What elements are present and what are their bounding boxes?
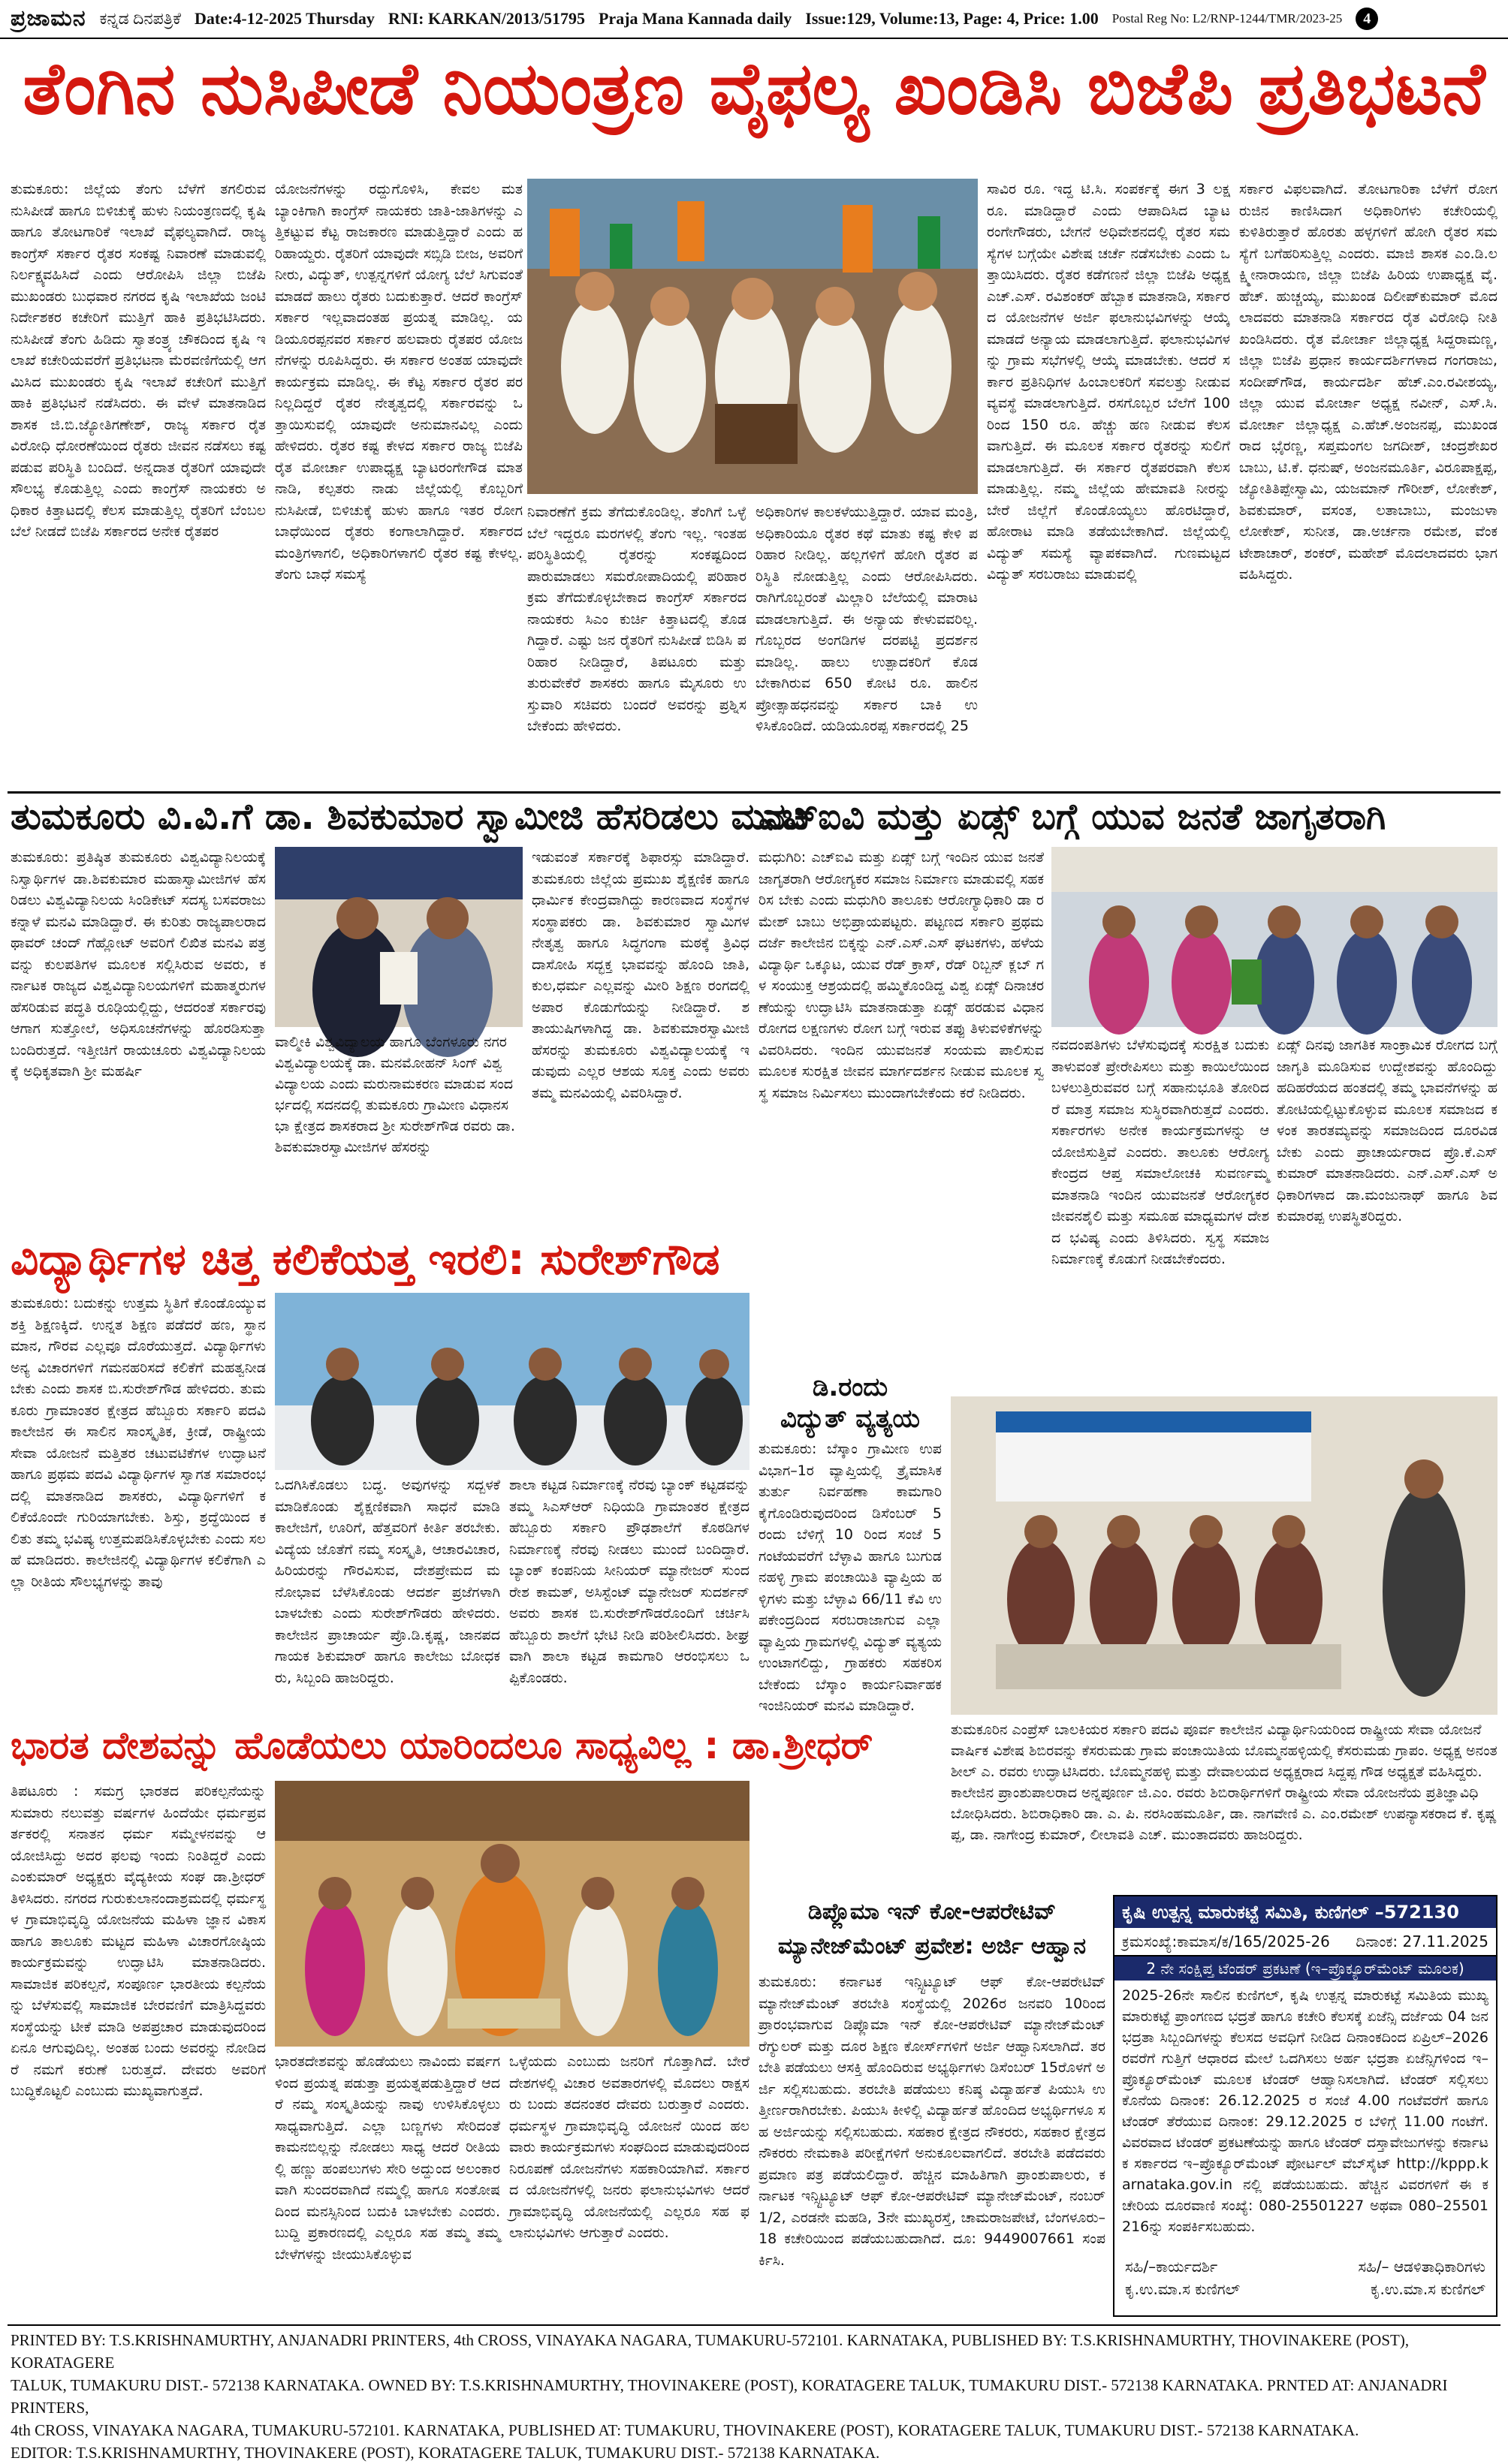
story4-col1: ತುಮಕೂರು: ಬದುಕನ್ನು ಉತ್ತಮ ಸ್ಥಿತಿಗೆ ಕೊಂಡೊಯ್ಯುವ ಶಕ್ತಿ ಶಿಕ್ಷಣಕ್ಕಿದೆ. ಉನ್ನತ ಶಿಕ್ಷಣ ಪಡೆದರೆ ಹಣ, ಸ್ಥಾನಮಾನ, ಗೌರವ ಎಲ್ಲವೂ ದೊರೆಯುತ್ತದೆ. ವಿದ್ಯಾರ್ಥಿಗಳು ಅನ್ಯ ವಿಚಾರಗಳಿಗೆ ಗಮನಹರಿಸದೆ ಕಲಿಕೆಗೆ ಮಹತ್ವನೀಡಬೇಕು ಎಂದು ಶಾಸಕ ಬಿ.ಸುರೇಶ್‌ಗೌಡ ಹೇಳಿದರು. ತುಮಕೂರು ಗ್ರಾಮಾಂತರ ಕ್ಷೇತ್ರದ ಹೆಬ್ಬೂರು ಸರ್ಕಾರಿ ಪದವಿ ಕಾಲೇಜಿನ ಈ ಸಾಲಿನ ಸಾಂಸ್ಕೃತಿಕ, ಕ್ರೀಡೆ, ರಾಷ್ಟ್ರೀಯ ಸೇವಾ ಯೋಜನೆ ಮತ್ತಿತರ ಚಟುವಟಿಕೆಗಳ ಉದ್ಘಾಟನೆ ಹಾಗೂ ಪ್ರಥಮ ಪದವಿ ವಿದ್ಯಾರ್ಥಿಗಳ ಸ್ವಾಗತ ಸಮಾರಂಭದಲ್ಲಿ ಮಾತನಾಡಿದ ಶಾಸಕರು, ವಿದ್ಯಾರ್ಥಿಗಳಿಗೆ ಕಲಿಕೆಯೊಂದೇ ಗುರಿಯಾಗಬೇಕು. ಶಿಸ್ತು, ಶ್ರದ್ಧೆಯಿಂದ ಕಲಿತು ತಮ್ಮ ಭವಿಷ್ಯ ಉತ್ತಮಪಡಿಸಿಕೊಳ್ಳಬೇಕು ಎಂದು ಸಲಹೆ ಮಾಡಿದರು. ಕಾಲೇಜಿನಲ್ಲಿ ವಿದ್ಯಾರ್ಥಿಗಳ ಕಲಿಕೆಗಾಗಿ ಎಲ್ಲಾ ರೀತಿಯ ಸೌಲಭ್ಯಗಳನ್ನು ತಾವು xyxy=(11,1295,266,1590)
imprint-line-4: EDITOR: T.S.KRISHNAMURTHY, THOVINAKERE (POST), KORATAGERE TALUK, TUMAKURU DIST.- 572138 KARNATAKA. xyxy=(11,2444,880,2462)
tender-notice xyxy=(1113,1895,1497,2317)
issue-date: Date:4-12-2025 Thursday xyxy=(195,9,375,28)
tender-title: ಕೃಷಿ ಉತ್ಪನ್ನ ಮಾರುಕಟ್ಟೆ ಸಮಿತಿ, ಕುಣಿಗಲ್ –572130 xyxy=(1114,1896,1496,1928)
story4-headline: ವಿದ್ಯಾರ್ಥಿಗಳ ಚಿತ್ತ ಕಲಿಕೆಯತ್ತ ಇರಲಿ: ಸುರೇಶ್‌ಗೌಡ xyxy=(11,1234,720,1285)
story2-col3: ಇಡುವಂತೆ ಸರ್ಕಾರಕ್ಕೆ ಶಿಫಾರಸ್ಸು ಮಾಡಿದ್ದಾರೆ. ತುಮಕೂರು ಜಿಲ್ಲೆಯ ಪ್ರಮುಖ ಶೈಕ್ಷಣಿಕ ಹಾಗೂ ಧಾರ್ಮಿಕ ಕೇಂದ್ರವಾಗಿದ್ದು ಕಾರಣವಾದ ಸಂಸ್ಥೆಗಳ ಸಂಸ್ಥಾಪಕರು ಡಾ. ಶಿವಕುಮಾರ ಸ್ವಾಮಿಗಳ ನೇತೃತ್ವ ಹಾಗೂ ಸಿದ್ಧಗಂಗಾ ಮಠಕ್ಕೆ ತ್ರಿವಿಧ ದಾಸೋಹಿ ಸದ್ಭಕ್ತ ಭಾವವನ್ನು ಹೊಂದಿ ಜಾತಿ, ಕುಲ,ಧರ್ಮ ಎಲ್ಲವನ್ನು ಮೀರಿ ಶಿಕ್ಷಣ ರಂಗದಲ್ಲಿ ಅಪಾರ ಕೊಡುಗೆಯನ್ನು ನೀಡಿದ್ದಾರೆ. ಶತಾಯುಷಿಗಳಾಗಿದ್ದ ಡಾ. ಶಿವಕುಮಾರಸ್ವಾಮೀಜಿ ಹೆಸರನ್ನು ತುಮಕೂರು ವಿಶ್ವವಿದ್ಯಾಲಯಕ್ಕೆ ಇಡುವುದು ಎಲ್ಲರ ಆಶಯ ಸೂಕ್ತ ಎಂದು ಅವರು ತಮ್ಮ ಮನವಿಯಲ್ಲಿ ವಿವರಿಸಿದ್ದಾರೆ. xyxy=(532,849,749,1101)
tender-signature-row2 xyxy=(1114,2278,1496,2300)
nss-camp-photo xyxy=(951,1396,1497,1715)
postal-reg: Postal Reg No: L2/RNP-1244/TMR/2023-25 xyxy=(1111,11,1343,26)
main-headline: ತೆಂಗಿನ ನುಸಿಪೀಡೆ ನಿಯಂತ್ರಣ ವೈಫಲ್ಯ ಖಂಡಿಸಿ ಬಿಜೆಪಿ ಪ್ರತಿಭಟನೆ xyxy=(23,47,1485,131)
story3-headline: ಎಚ್‌ಐವಿ ಮತ್ತು ಏಡ್ಸ್ ಬಗ್ಗೆ ಯುವ ಜನತೆ ಜಾಗೃತರಾಗಿ xyxy=(759,796,1386,838)
story7-col2: ಭಾರತದೇಶವನ್ನು ಹೊಡೆಯಲು ನಾವಿಂದು ವರ್ಷಗಳಿಂದ ಪ್ರಯತ್ನ ಪಡುತ್ತಾ ಪ್ರಯತ್ನಪಡುತ್ತಿದ್ದಾರೆ ಆದರೆ ನಮ್ಮ ಸಂಸ್ಕೃತಿಯನ್ನು ನಾವು ಉಳಿಸಿಕೊಳ್ಳಲು ಸಾಧ್ಯವಾಗುತ್ತಿದೆ. ಎಲ್ಲಾ ಬಣ್ಣಗಳು ಸೇರಿದಂತೆ ಕಾಮನಬಿಲ್ಲನ್ನು ನೋಡಲು ಸಾಧ್ಯ ಆದರೆ ರೀತಿಯಲ್ಲಿ ಹಣ್ಣು ಹಂಪಲುಗಳು ಸೇರಿ ಅದ್ದುಂದ ಅಲಂಕಾರವಾಗಿ ಸುಂದರವಾಗಿದೆ ನಮ್ಮಲ್ಲಿ ಹಾಗೂ ಸಂತೋಷದಿಂದ ಮನಸ್ಸಿನಿಂದ ಬದುಕಿ ಬಾಳಬೇಕು ಎಂದರು. ಬುದ್ದಿ ಪ್ರಕಾರಣದಲ್ಲಿ ಎಲ್ಲರೂ ಸಹ ತಮ್ಮ ತಮ್ಮ ಬೇಳೆಗಳನ್ನು ಜೀಯುಸಿಕೊಳ್ಳುವ xyxy=(275,2053,500,2263)
tender-sign-right: ಸಹಿ/– ಆಡಳಿತಾಧಿಕಾರಿಗಳು xyxy=(1358,2258,1485,2276)
story3-col2: ನವದಂಪತಿಗಳು ಬೆಳೆಸುವುದಕ್ಕೆ ಸುರಕ್ಷಿತ ಬದುಕು ತಾಳುವಂತೆ ಪ್ರೇರೇಪಿಸಲು ಮತ್ತು ಕಾಯಿಲೆಯಿಂದ ಬಳಲುತ್ತಿರುವವರ ಬಗ್ಗೆ ಸಹಾನುಭೂತಿ ತೋರಿದರೆ ಮಾತ್ರ ಸಮಾಜ ಸುಸ್ಥಿರವಾಗಿರುತ್ತದೆ ಎಂದರು. ಸರ್ಕಾರಗಳು ಅನೇಕ ಕಾರ್ಯಕ್ರಮಗಳನ್ನು ಆಯೋಜಿಸುತ್ತಿವೆ ಎಂದರು. ತಾಲೂಕು ಆರೋಗ್ಯ ಕೇಂದ್ರದ ಆಪ್ತ ಸಮಾಲೋಚಕಿ ಸುವರ್ಣಮ್ಮ ಮಾತನಾಡಿ ಇಂದಿನ ಯುವಜನತೆ ಆರೋಗ್ಯಕರ ಜೀವನಶೈಲಿ ಮತ್ತು ಸಮೂಹ ಮಾಧ್ಯಮಗಳ ದೇಶದ ಭವಿಷ್ಯ ಎಂದು ತಿಳಿಸಿದರು. ಸ್ವಸ್ಥ ಸಮಾಜ ನಿರ್ಮಾಣಕ್ಕೆ ಕೊಡುಗೆ ನೀಡಬೇಕೆಂದರು. xyxy=(1051,1037,1269,1267)
newspaper-logo: ಪ್ರಜಾಮನ xyxy=(11,6,86,31)
story1-col1: ತುಮಕೂರು: ಜಿಲ್ಲೆಯ ತೆಂಗು ಬೆಳೆಗೆ ತಗಲಿರುವ ನುಸಿಪೀಡೆ ಹಾಗೂ ಬಿಳಿಚುಕ್ಕೆ ಹುಳು ನಿಯಂತ್ರಣದಲ್ಲಿ ಕೃಷಿ ಹಾಗೂ ತೋಟಗಾರಿಕೆ ಇಲಾಖೆ ವೈಫಲ್ಯವಾಗಿದೆ. ರಾಜ್ಯ ಕಾಂಗ್ರೆಸ್ ಸರ್ಕಾರ ರೈತರ ಸಂಕಷ್ಟ ನಿವಾರಣೆ ಮಾಡುವಲ್ಲಿ ನಿರ್ಲಕ್ಷ್ಯವಹಿಸಿದೆ ಎಂದು ಆರೋಪಿಸಿ ಜಿಲ್ಲಾ ಬಿಜೆಪಿ ಮುಖಂಡರು ಬುಧವಾರ ನಗರದ ಕೃಷಿ ಇಲಾಖೆಯ ಜಂಟಿ ನಿರ್ದೇಶಕರ ಕಚೇರಿಗೆ ಮುತ್ತಿಗೆ ಹಾಕಿ ಪ್ರತಿಭಟಿಸಿದರು. ನುಸಿಪೀಡೆ ತೆಂಗು ಹಿಡಿದು ಸ್ವಾತಂತ್ರ್ಯ ಚೌಕದಿಂದ ಕೃಷಿ ಇಲಾಖೆ ಕಚೇರಿಯವರೆಗೆ ಪ್ರತಿಭಟನಾ ಮೆರವಣಿಗೆಯಲ್ಲಿ ಆಗಮಿಸಿದ ಮುಖಂಡರು ಕೃಷಿ ಇಲಾಖೆ ಕಚೇರಿಗೆ ಮುತ್ತಿಗೆ ಹಾಕಿ ಪ್ರತಿಭಟನೆ ನಡೆಸಿದರು. ಈ ವೇಳೆ ಮಾತನಾಡಿದ ಶಾಸಕ ಜಿ.ಬಿ.ಜ್ಯೋತಿಗಣೇಶ್, ರಾಜ್ಯ ಸರ್ಕಾರ ರೈತ ವಿರೋಧಿ ಧೋರಣೆಯಿಂದ ರೈತರು ಜೀವನ ನಡೆಸಲು ಕಷ್ಟ ಪಡುವ ಪರಿಸ್ಥಿತಿ ಬಂದಿದೆ. ಅನ್ನದಾತ ರೈತರಿಗೆ ಯಾವುದೇ ಸೌಲಭ್ಯ ಕೊಡುತ್ತಿಲ್ಲ ಎಂದು ಕಾಂಗ್ರೆಸ್ ನಾಯಕರು ಅಧಿಕಾರ ಕಿತ್ತಾಟದಲ್ಲಿ ಕೆಲಸ ಮಾಡುತ್ತಿಲ್ಲ ರೈತರಿಗೆ ಬೆಂಬಲ ಬೆಲೆ ನೀಡದೆ ಬಿಜೆಪಿ ಸರ್ಕಾರದ ಅನೇಕ ರೈತಪರ xyxy=(11,181,266,540)
imprint-line-3: 4th CROSS, VINAYAKA NAGARA, TUMAKURU-572101. KARNATAKA, PUBLISHED AT: TUMAKURU, THOVINAKERE (POST), KORATAGERE TALUK, TUMAKURU DIST.- 572138 KARNATAKA. xyxy=(11,2421,1359,2439)
seminar-photo xyxy=(275,1781,749,2047)
story1-col3: ನಿವಾರಣೆಗೆ ಕ್ರಮ ತೆಗೆದುಕೊಂಡಿಲ್ಲ. ತೆಂಗಿಗೆ ಒಳ್ಳೆ ಬೆಲೆ ಇದ್ದರೂ ಮರಗಳಲ್ಲಿ ತೆಂಗು ಇಲ್ಲ. ಇಂತಹ ಪರಿಸ್ಥಿತಿಯಲ್ಲಿ ರೈತರನ್ನು ಸಂಕಷ್ಟದಿಂದ ಪಾರುಮಾಡಲು ಸಮರೋಪಾದಿಯಲ್ಲಿ ಪರಿಹಾರ ಕ್ರಮ ತೆಗೆದುಕೊಳ್ಳಬೇಕಾದ ಕಾಂಗ್ರೆಸ್ ಸರ್ಕಾರದ ನಾಯಕರು ಸಿಎಂ ಕುರ್ಚಿ ಕಿತ್ತಾಟದಲ್ಲಿ ತೊಡಗಿದ್ದಾರೆ. ಎಷ್ಟು ಜನ ರೈತರಿಗೆ ನುಸಿಪೀಡೆ ಬಿಡಿಸಿ ಪರಿಹಾರ ನೀಡಿದ್ದಾರೆ, ತಿಪಟೂರು ಮತ್ತು ತುರುವೇಕೆರೆ ಶಾಸಕರು ಹಾಗೂ ಮೈಸೂರು ಉಸ್ತುವಾರಿ ಸಚಿವರು ಬಂದರೆ ಅವರನ್ನು ಪ್ರಶ್ನಿಸಬೇಕೆಂದು ಹೇಳಿದರು. xyxy=(527,504,746,734)
tender-sign-right2: ಕೃ.ಉ.ಮಾ.ಸ ಕುಣಿಗಲ್ xyxy=(1370,2280,1485,2298)
issue-info: Issue:129, Volume:13, Page: 4, Price: 1.00 xyxy=(805,9,1099,28)
story3-col1: ಮಧುಗಿರಿ: ಎಚ್‌ಐವಿ ಮತ್ತು ಏಡ್ಸ್ ಬಗ್ಗೆ ಇಂದಿನ ಯುವ ಜನತೆ ಜಾಗೃತರಾಗಿ ಆರೋಗ್ಯಕರ ಸಮಾಜ ನಿರ್ಮಾಣ ಮಾಡುವಲ್ಲಿ ಸಹಕರಿಸ ಬೇಕು ಎಂದು ಮಧುಗಿರಿ ತಾಲೂಕು ಆರೋಗ್ಯಾಧಿಕಾರಿ ಡಾ ರಮೇಶ್ ಬಾಬು ಅಭಿಪ್ರಾಯಪಟ್ಟರು. ಪಟ್ಟಣದ ಸರ್ಕಾರಿ ಪ್ರಥಮ ದರ್ಜೆ ಕಾಲೇಜಿನ ಬಿಕ್ಕನ್ನು ಎನ್.ಎಸ್.ಎಸ್ ಘಟಕಗಳು, ಹಳೆಯ ವಿದ್ಯಾರ್ಥಿ ಒಕ್ಕೂಟ, ಯುವ ರೆಡ್ ಕ್ರಾಸ್, ರೆಡ್ ರಿಬ್ಬನ್ ಕ್ಲಬ್ ಗಳ ಸಂಯುಕ್ತ ಆಶ್ರಯದಲ್ಲಿ ಹಮ್ಮಿಕೊಂಡಿದ್ದ ವಿಶ್ವ ಏಡ್ಸ್ ದಿನಾಚರಣೆಯನ್ನು ಉದ್ಘಾಟಿಸಿ ಮಾತನಾಡುತ್ತಾ ಏಡ್ಸ್ ಹರಡುವ ವಿಧಾನ ರೋಗದ ಲಕ್ಷಣಗಳು ರೋಗ ಬಗ್ಗೆ ಇರುವ ತಪ್ಪು ತಿಳುವಳಿಕೆಗಳನ್ನು ವಿವರಿಸಿದರು. ಇಂದಿನ ಯುವಜನತೆ ಸಂಯಮ ಪಾಲಿಸುವ ಮೂಲಕ ಸುರಕ್ಷಿತ ಜೀವನ ಮಾರ್ಗದರ್ಶನ ನೀಡುವ ಮೂಲಕ ಸ್ವಸ್ಥ ಸಮಾಜ ನಿರ್ಮಿಸಲು ಮುಂದಾಗಬೇಕೆಂದು ಕರೆ ನೀಡಿದರು. xyxy=(759,849,1044,1101)
imprint-line-2: TALUK, TUMAKURU DIST.- 572138 KARNATAKA. OWNED BY: T.S.KRISHNAMURTHY, THOVINAKERE (POST), KORATAGERE TALUK, TUMAKURU DIST.- 572138 KARNATAKA. PRNTED AT: ANJANADRI PRINTERS, xyxy=(11,2376,1448,2417)
protest-photo xyxy=(527,179,978,494)
story3-col3: ಏಡ್ಸ್ ದಿನವು ಜಾಗತಿಕ ಸಾಂಕ್ರಾಮಿಕ ರೋಗದ ಬಗ್ಗೆ ಜಾಗೃತಿ ಮೂಡಿಸುವ ಉದ್ದೇಶವನ್ನು ಹೊಂದಿದ್ದು ಹದಿಹರೆಯದ ಹಂತದಲ್ಲಿ ತಮ್ಮ ಭಾವನೆಗಳನ್ನು ಹತೋಟಿಯಲ್ಲಿಟ್ಟುಕೊಳ್ಳುವ ಮೂಲಕ ಸಮಾಜದ ಕಳಂಕ ತಾರತಮ್ಯವನ್ನು ಸಮಾಜದಿಂದ ದೂರವಿಡಬೇಕು ಎಂದು ಪ್ರಾಚಾರ್ಯರಾದ ಪ್ರೊ.ಕೆ.ಎಸ್ ಕುಮಾರ್ ಮಾತನಾಡಿದರು. ಎನ್.ಎಸ್.ಎಸ್ ಅಧಿಕಾರಿಗಳಾದ ಡಾ.ಮಂಜುನಾಥ್ ಹಾಗೂ ಶಿವಕುಮಾರಪ್ಪ ಉಪಸ್ಥಿತರಿದ್ದರು. xyxy=(1277,1037,1497,1224)
story4-col3: ಶಾಲಾ ಕಟ್ಟಡ ನಿರ್ಮಾಣಕ್ಕೆ ನೆರವು ಬ್ಯಾಂಕ್ ಕಟ್ಟಡವನ್ನು ತಮ್ಮ ಸಿಎಸ್‌ಆರ್ ನಿಧಿಯಡಿ ಗ್ರಾಮಾಂತರ ಕ್ಷೇತ್ರದ ಹೆಬ್ಬೂರು ಸರ್ಕಾರಿ ಪ್ರೌಢಶಾಲೆಗೆ ಕೊಠಡಿಗಳ ನಿರ್ಮಾಣಕ್ಕೆ ನೆರವು ನೀಡಲು ಮುಂದೆ ಬಂದಿದ್ದಾರೆ. ಬ್ಯಾಂಕ್ ಕಂಪನಿಯ ಸೀನಿಯರ್ ಮ್ಯಾನೇಜರ್ ಸುಂದರೇಶ ಕಾಮತ್, ಅಸಿಸ್ಟೆಂಟ್ ಮ್ಯಾನೇಜರ್ ಸುದರ್ಶನ್ ಅವರು ಶಾಸಕ ಬಿ.ಸುರೇಶ್‌ಗೌಡರೊಂದಿಗೆ ಚರ್ಚಿಸಿ ಹೆಬ್ಬೂರು ಶಾಲೆಗೆ ಭೇಟಿ ನೀಡಿ ಪರಿಶೀಲಿಸಿದರು. ಶೀಘ್ರವಾಗಿ ಶಾಲಾ ಕಟ್ಟಡ ಕಾಮಗಾರಿ ಆರಂಭಿಸಲು ಒಪ್ಪಿಕೊಂಡರು. xyxy=(509,1477,749,1686)
story5-headline: ಡಿ.ರಂದು xyxy=(812,1372,888,1402)
masthead xyxy=(0,0,1508,39)
story1-col2: ಯೋಜನೆಗಳನ್ನು ರದ್ದುಗೊಳಿಸಿ, ಕೇವಲ ಮತ ಬ್ಯಾಂಕಿಗಾಗಿ ಕಾಂಗ್ರೆಸ್ ನಾಯಕರು ಜಾತಿ-ಜಾತಿಗಳನ್ನು ಎತ್ತಿಕಟ್ಟುವ ಕೆಟ್ಟ ರಾಜಕಾರಣ ಮಾಡುತ್ತಿದ್ದಾರೆ ಎಂದು ಹರಿಹಾಯ್ದರು. ರೈತರಿಗೆ ಯಾವುದೇ ಸಬ್ಸಿಡಿ ಬೀಜ, ಅವರಿಗೆ ನೀರು, ವಿದ್ಯುತ್, ಉತ್ಪನ್ನಗಳಿಗೆ ಯೋಗ್ಯ ಬೆಲೆ ಸಿಗುವಂತೆ ಮಾಡದೆ ಹಾಲು ರೈತರು ಬದುಕುತ್ತಾರೆ. ಆದರೆ ಕಾಂಗ್ರೆಸ್ ಸರ್ಕಾರ ಇಲ್ಲವಾದಂತಹ ಪ್ರಯತ್ನ ಮಾಡಿಲ್ಲ. ಯಡಿಯೂರಪ್ಪನವರ ಸರ್ಕಾರ ಹಲವಾರು ರೈತಪರ ಯೋಜನೆಗಳನ್ನು ರೂಪಿಸಿದ್ದರು. ಈ ಸರ್ಕಾರ ಅಂತಹ ಯಾವುದೇ ಕಾರ್ಯಕ್ರಮ ಮಾಡಿಲ್ಲ. ಈ ಕೆಟ್ಟ ಸರ್ಕಾರ ರೈತರ ಪರ ನಿಲ್ಲದಿದ್ದರೆ ರೈತರ ನೇತೃತ್ವದಲ್ಲಿ ಸರ್ಕಾರವನ್ನು ಒತ್ತಾಯಿಸುವಲ್ಲಿ ಯಾವುದೇ ಅನುಮಾನವಿಲ್ಲ ಎಂದು ಹೇಳಿದರು. ರೈತರ ಕಷ್ಟ ಕೇಳದ ಸರ್ಕಾರ ರಾಜ್ಯ ಬಿಜೆಪಿ ರೈತ ಮೋರ್ಚಾ ಉಪಾಧ್ಯಕ್ಷ ಬ್ಯಾಟರಂಗೇಗೌಡ ಮಾತನಾಡಿ, ಕಲ್ಪತರು ನಾಡು ಜಿಲ್ಲೆಯಲ್ಲಿ ಕೊಬ್ಬರಿಗೆ ನುಸಿಪೀಡೆ, ಬಿಳಿಚುಕ್ಕೆ ಹುಳು ಹಾಗೂ ಇತರ ರೋಗ ಬಾಧೆಯಿಂದ ರೈತರು ಕಂಗಾಲಾಗಿದ್ದಾರೆ. ಸರ್ಕಾರದ ಮಂತ್ರಿಗಳಾಗಲಿ, ಅಧಿಕಾರಿಗಳಾಗಲಿ ರೈತರ ಕಷ್ಟ ಕೇಳಲ್ಲ. ತೆಂಗು ಬಾಧೆ ಸಮಸ್ಯೆ xyxy=(275,181,523,583)
story2-headline: ತುಮಕೂರು ವಿ.ವಿ.ಗೆ ಡಾ. ಶಿವಕುಮಾರ ಸ್ವಾಮೀಜಿ ಹೆಸರಿಡಲು ಮನವಿ xyxy=(11,796,809,838)
college-event-photo xyxy=(275,1293,749,1470)
story7-col1: ತಿಪಟೂರು : ಸಮಗ್ರ ಭಾರತದ ಪರಿಕಲ್ಪನೆಯನ್ನು ಸುಮಾರು ನಲುವತ್ತು ವರ್ಷಗಳ ಹಿಂದೆಯೇ ಧರ್ಮಪ್ರವರ್ತಕರಲ್ಲಿ ಸನಾತನ ಧರ್ಮ ಸಮ್ಮೇಳನವನ್ನು ಆಯೋಜಿಸಿದ್ದು ಅದರ ಫಲವು ಇಂದು ನಿಂತಿದ್ದರೆ ಎಂದು ಎಂಕುಮಾರ್ ಅಧ್ಯಕ್ಷರು ವೈದ್ಯಕೀಯ ಸಂಘ ಡಾ.ಶ್ರೀಧರ್ ತಿಳಿಸಿದರು. ನಗರದ ಗುರುಕುಲಾನಂದಾಶ್ರಮದಲ್ಲಿ ಧರ್ಮಸ್ಥಳ ಗ್ರಾಮಾಭಿವೃದ್ಧಿ ಯೋಜನೆಯ ಮಹಿಳಾ ಜ್ಞಾನ ವಿಕಾಸ ಹಾಗೂ ತಾಲೂಕು ಮಟ್ಟದ ಮಹಿಳಾ ವಿಚಾರಗೋಷ್ಠಿಯ ಕಾರ್ಯಕ್ರಮವನ್ನು ಉದ್ಘಾಟಿಸಿ ಮಾತನಾಡಿದರು. ಸಾಮಾಜಿಕ ಪರಿಕಲ್ಪನೆ, ಸಂಪೂರ್ಣ ಭಾರತೀಯ ಕಲ್ಪನೆಯನ್ನು ಬೆಳೆಸುವಲ್ಲಿ ಸಾಮಾಜಿಕ ಬೇರವಣಿಗೆ ಮಾತ್ರಿಸಿದ್ದವರು ಸಂಸ್ಥೆಯನ್ನು ಟೀಕೆ ಮಾಡಿ ಅಪಪ್ರಚಾರ ಮಾಡುವುದರಿಂದ ಏನೂ ಆಗುವುದಿಲ್ಲ. ಅಂತಹ ಬಂದು ಅವರನ್ನು ನೋಡಿದರೆ ನಮಗೆ ಕರುಣೆ ಬರುತ್ತದೆ. ದೇವರು ಅವರಿಗೆ ಬುದ್ಧಿಕೊಟ್ಟಲಿ ಎಂಬುದು ಮುಖ್ಯವಾಗುತ್ತದೆ. xyxy=(11,1783,266,2099)
story2-col1: ತುಮಕೂರು: ಪ್ರತಿಷ್ಠಿತ ತುಮಕೂರು ವಿಶ್ವವಿದ್ಯಾನಿಲಯಕ್ಕೆ ನಿಸ್ವಾರ್ಥಿಗಳ ಡಾ.ಶಿವಕುಮಾರ ಮಹಾಸ್ವಾಮೀಜಿಗಳ ಹೆಸರಿಡಲು ವಿಶ್ವವಿದ್ಯಾನಿಲಯ ಸಿಂಡಿಕೇಟ್ ಸದಸ್ಯ ಬಸವರಾಜು ಕನ್ನಾಳೆ ಮನವಿ ಮಾಡಿದ್ದಾರೆ. ಈ ಕುರಿತು ರಾಜ್ಯಪಾಲರಾದ ಥಾವರ್ ಚಂದ್ ಗೆಹ್ಲೋಟ್ ಅವರಿಗೆ ಲಿಖಿತ ಮನವಿ ಪತ್ರವನ್ನು ಕುಲಪತಿಗಳ ಮೂಲಕ ಸಲ್ಲಿಸಿರುವ ಅವರು, ಕರ್ನಾಟಕ ರಾಜ್ಯದ ವಿಶ್ವವಿದ್ಯಾನಿಲಯಗಳಿಗೆ ಮಹಾತ್ಮರುಗಳ ಹೆಸರಿಡುವ ಪದ್ಧತಿ ರೂಢಿಯಲ್ಲಿದ್ದು, ಆದರಂತೆ ಸರ್ಕಾರವು ಆಗಾಗ ಸುತ್ತೋಲೆ, ಅಧಿಸೂಚನೆಗಳನ್ನು ಹೊರಡಿಸುತ್ತಾ ಬಂದಿರುತ್ತದೆ. ಇತ್ತೀಚಿಗೆ ರಾಯಚೂರು ವಿಶ್ವವಿದ್ಯಾನಿಲಯಕ್ಕೆ ಅಧಿಕೃತವಾಗಿ ಶ್ರೀ ಮಹರ್ಷಿ xyxy=(11,849,266,1080)
tender-sign-left2: ಕೃ.ಉ.ಮಾ.ಸ ಕುಣಿಗಲ್ xyxy=(1125,2280,1241,2298)
tender-body: 2025-26ನೇ ಸಾಲಿನ ಕುಣಿಗಲ್, ಕೃಷಿ ಉತ್ಪನ್ನ ಮಾರುಕಟ್ಟೆ ಸಮಿತಿಯ ಮುಖ್ಯ ಮಾರುಕಟ್ಟೆ ಪ್ರಾಂಗಣದ ಭದ್ರತೆ ಹಾಗೂ ಕಚೇರಿ ಕೆಲಸಕ್ಕೆ ಏಜೆನ್ಸಿ ದರ್ಜೆಯ 04 ಜನ ಭದ್ರತಾ ಸಿಬ್ಬಂದಿಗಳನ್ನು ಕೆಲಸದ ಅವಧಿಗೆ ನೀಡಿದ ದಿನಾಂಕದಿಂದ ಏಪ್ರಿಲ್–2026 ರವರೆಗೆ ಗುತ್ತಿಗೆ ಆಧಾರದ ಮೇಲೆ ಒದಗಿಸಲು ಅರ್ಹ ಭದ್ರತಾ ಏಜೆನ್ಸಿಗಳಿಂದ ಇ–ಪ್ರೊಕ್ಯೂರ್‌ಮೆಂಟ್ ಮೂಲಕ ಟೆಂಡರ್ ಆಹ್ವಾನಿಸಲಾಗಿದೆ. ಟೆಂಡರ್ ಸಲ್ಲಿಸಲು ಕೊನೆಯ ದಿನಾಂಕ: 26.12.2025 ರ ಸಂಜೆ 4.00 ಗಂಟೆವರೆಗೆ ಹಾಗೂ ಟೆಂಡರ್ ತೆರೆಯುವ ದಿನಾಂಕ: 29.12.2025 ರ ಬೆಳಿಗ್ಗೆ 11.00 ಗಂಟೆಗೆ. ವಿವರವಾದ ಟೆಂಡರ್ ಪ್ರಕಟಣೆಯನ್ನು ಹಾಗೂ ಟೆಂಡರ್ ದಸ್ತಾವೇಜುಗಳನ್ನು ಕರ್ನಾಟಕ ಸರ್ಕಾರದ ಇ–ಪ್ರೊಕ್ಯೂರ್‌ಮೆಂಟ್ ಪೋರ್ಟಲ್ ವೆಬ್‌ಸೈಟ್ http://kppp.karnataka.gov.in ನಲ್ಲಿ ಪಡೆಯಬಹುದು. ಹೆಚ್ಚಿನ ವಿವರಗಳಿಗೆ ಈ ಕಚೇರಿಯ ದೂರವಾಣಿ ಸಂಖ್ಯೆ: 080-25501227 ಅಥವಾ 080–25501216ನ್ನು ಸಂಪರ್ಕಿಸಬಹುದು. xyxy=(1122,1987,1488,2235)
page-number-badge: 4 xyxy=(1356,8,1378,30)
divider xyxy=(8,791,1500,794)
story1-col5: ಸಾವಿರ ರೂ. ಇದ್ದ ಟಿ.ಸಿ. ಸಂಪರ್ಕಕ್ಕೆ ಈಗ 3 ಲಕ್ಷ ರೂ. ಮಾಡಿದ್ದಾರೆ ಎಂದು ಆಪಾದಿಸಿದ ಬ್ಯಾಟರಂಗೇಗೌಡರು, ಬೇಗನೆ ಅಧಿವೇಶನದಲ್ಲಿ ರೈತರ ಸಮಸ್ಯೆಗಳ ಬಗ್ಗೆಯೇ ವಿಶೇಷ ಚರ್ಚೆ ನಡೆಸಬೇಕು ಎಂದು ಒತ್ತಾಯಿಸಿದರು. ರೈತರ ಕಡೆಗಣನೆ ಜಿಲ್ಲಾ ಬಿಜೆಪಿ ಅಧ್ಯಕ್ಷ ಎಚ್.ಎಸ್. ರವಿಶಂಕರ್ ಹೆಬ್ಬಾಕ ಮಾತನಾಡಿ, ಸರ್ಕಾರದ ಯೋಜನೆಗಳ ಅರ್ಜಿ ಫಲಾನುಭವಿಗಳನ್ನು ಆಯ್ಕೆ ಮಾಡದೆ ಅನ್ಯಾಯ ಮಾಡಲಾಗುತ್ತಿದೆ. ಫಲಾನುಭವಿಗಳನ್ನು ಗ್ರಾಮ ಸಭೆಗಳಲ್ಲಿ ಆಯ್ಕೆ ಮಾಡಬೇಕು. ಆದರೆ ಸರ್ಕಾರ ಪ್ರತಿನಿಧಿಗಳ ಹಿಂಬಾಲಕರಿಗೆ ಸವಲತ್ತು ನೀಡುವ ವ್ಯವಸ್ಥೆ ಮಾಡಲಾಗುತ್ತಿದೆ. ರಸಗೊಬ್ಬರ ಬೆಲೆಗೆ 100ರಿಂದ 150 ರೂ. ಹೆಚ್ಚು ಹಣ ನೀಡುವ ಕೆಲಸವಾಗುತ್ತಿದೆ. ಈ ಮೂಲಕ ಸರ್ಕಾರ ರೈತರನ್ನು ಸುಲಿಗೆ ಮಾಡಲಾಗುತ್ತಿದೆ. ಈ ಸರ್ಕಾರ ರೈತಪರವಾಗಿ ಕೆಲಸ ಮಾಡುತ್ತಿಲ್ಲ. ನಮ್ಮ ಜಿಲ್ಲೆಯ ಹೇಮಾವತಿ ನೀರನ್ನು ಬೇರೆ ಜಿಲ್ಲೆಗೆ ಕೊಂಡೊಯ್ಯಲು ಹೊರಟಿದ್ದಾರೆ, ಹೋರಾಟ ಮಾಡಿ ತಡೆಯಬೇಕಾಗಿದೆ. ಜಿಲ್ಲೆಯಲ್ಲಿ ವಿದ್ಯುತ್ ಸಮಸ್ಯೆ ವ್ಯಾಪಕವಾಗಿದೆ. ಗುಣಮಟ್ಟದ ವಿದ್ಯುತ್ ಸರಬರಾಜು ಮಾಡುವಲ್ಲಿ xyxy=(987,181,1230,583)
story8-headline: ಡಿಪ್ಲೊಮಾ ಇನ್ ಕೋ-ಆಪರೇಟಿವ್ ಮ್ಯಾನೇಜ್‌ಮೆಂಟ್ ಪ್ರವೇಶ: ಅರ್ಜಿ ಆಹ್ವಾನ xyxy=(777,1899,1087,1959)
tender-signature-row xyxy=(1114,2255,1496,2278)
story5-col1: ತುಮಕೂರು: ಬೆಸ್ಕಾಂ ಗ್ರಾಮೀಣ ಉಪವಿಭಾಗ–1ರ ವ್ಯಾಪ್ತಿಯಲ್ಲಿ ತ್ರೈಮಾಸಿಕ ತುರ್ತು ನಿರ್ವಹಣಾ ಕಾಮಗಾರಿ ಕೈಗೊಂಡಿರುವುದರಿಂದ ಡಿಸೆಂಬರ್ 5ರಂದು ಬೆಳಿಗ್ಗೆ 10 ರಿಂದ ಸಂಜೆ 5 ಗಂಟೆಯವರೆಗೆ ಬೆಳ್ಳಾವಿ ಹಾಗೂ ಬುಗುಡನಹಳ್ಳಿ ಗ್ರಾಮ ಪಂಚಾಯಿತಿ ವ್ಯಾಪ್ತಿಯ ಹಳ್ಳಿಗಳು ಮತ್ತು ಬೆಳ್ಳಾವಿ 66/11 ಕೆವಿ ಉಪಕೇಂದ್ರದಿಂದ ಸರಬರಾಜಾಗುವ ಎಲ್ಲಾ ವ್ಯಾಪ್ತಿಯ ಗ್ರಾಮಗಳಲ್ಲಿ ವಿದ್ಯುತ್ ವ್ಯತ್ಯಯ ಉಂಟಾಗಲಿದ್ದು, ಗ್ರಾಹಕರು ಸಹಕರಿಸಬೇಕೆಂದು ಬೆಸ್ಕಾಂ ಕಾರ್ಯನಿರ್ವಾಹಕ ಇಂಜಿನಿಯರ್ ಮನವಿ ಮಾಡಿದ್ದಾರೆ. xyxy=(759,1441,942,1714)
tender-reference-row xyxy=(1114,1928,1496,1956)
imprint-footer xyxy=(8,2324,1500,2462)
tender-sign-left: ಸಹಿ/–ಕಾರ್ಯದರ್ಶಿ xyxy=(1125,2258,1218,2276)
tender-date: ದಿನಾಂಕ: 27.11.2025 xyxy=(1356,1932,1488,1950)
paper-name: Praja Mana Kannada daily xyxy=(598,9,792,28)
story1-col6: ಸರ್ಕಾರ ವಿಫಲವಾಗಿದೆ. ತೋಟಗಾರಿಕಾ ಬೆಳೆಗೆ ರೋಗರುಜಿನ ಕಾಣಿಸಿದಾಗ ಅಧಿಕಾರಿಗಳು ಕಚೇರಿಯಲ್ಲಿ ಕುಳಿತಿರುತ್ತಾರೆ ಹೊರತು ಹಳ್ಳಗಳಿಗೆ ಹೋಗಿ ರೈತರ ಸಮಸ್ಯೆಗೆ ಬಗೆಹರಿಸುತ್ತಿಲ್ಲ ಎಂದರು. ಮಾಜಿ ಶಾಸಕ ಎಂ.ಡಿ.ಲಕ್ಷ್ಮೀನಾರಾಯಣ, ಜಿಲ್ಲಾ ಬಿಜೆಪಿ ಹಿರಿಯ ಉಪಾಧ್ಯಕ್ಷ ವೈ.ಹೆಚ್. ಹುಚ್ಚಯ್ಯ, ಮುಖಂಡ ದಿಲೀಪ್‌ಕುಮಾರ್ ಮೊದಲಾದವರು ಮಾತನಾಡಿ ಸರ್ಕಾರದ ರೈತ ವಿರೋಧಿ ನೀತಿ ಖಂಡಿಸಿದರು. ರೈತ ಮೋರ್ಚಾ ಜಿಲ್ಲಾಧ್ಯಕ್ಷ ಸಿದ್ದರಾಮಣ್ಣ, ಜಿಲ್ಲಾ ಬಿಜೆಪಿ ಪ್ರಧಾನ ಕಾರ್ಯದರ್ಶಿಗಳಾದ ಗಂಗರಾಜು, ಸಂದೀಪ್‌ಗೌಡ, ಕಾರ್ಯದರ್ಶಿ ಹೆಚ್.ಎಂ.ರವೀಶಯ್ಯ, ಜಿಲ್ಲಾ ಯುವ ಮೋರ್ಚಾ ಅಧ್ಯಕ್ಷ ನವೀನ್, ಎಸ್.ಸಿ. ಮೋರ್ಚಾ ಜಿಲ್ಲಾಧ್ಯಕ್ಷ ಎ.ಹೆಚ್.ಅಂಜನಪ್ಪ, ಮುಖಂಡರಾದ ಭೈರಣ್ಣ, ಸಪ್ತಮಂಗಲ ಜಗದೀಶ್, ಚಂದ್ರಶೇಖರಬಾಬು, ಟಿ.ಕೆ. ಧನುಷ್, ಅಂಜನಮೂರ್ತಿ, ವಿರೂಪಾಕ್ಷಪ್ಪ, ಜ್ಯೋತಿತಿಪ್ಪೇಸ್ವಾಮಿ, ಯಜಮಾನ್ ಗೌರೀಶ್, ಲೋಕೇಶ್, ಶಿವಕುಮಾರ್, ವಸಂತ, ಲತಾಬಾಬು, ಮಂಜುಳಾ ಲೋಕೇಶ್, ಸುನೀತ, ಡಾ.ಅರ್ಚನಾ ರಮೇಶ, ವೆಂಕಟೇಶಾಚಾರ್, ಶಂಕರ್, ಮಹೇಶ್ ಮೊದಲಾದವರು ಭಾಗವಹಿಸಿದ್ದರು. xyxy=(1239,181,1497,583)
imprint-line-1: PRINTED BY: T.S.KRISHNAMURTHY, ANJANADRI PRINTERS, 4th CROSS, VINAYAKA NAGARA, TUMAKURU-572101. KARNATAKA, PUBLISHED BY: T.S.KRISHNAMURTHY, THOVINAKERE (POST), KORATAGERE xyxy=(11,2331,1410,2372)
rni-number: RNI: KARKAN/2013/51795 xyxy=(388,9,585,28)
story5-subheadline: ವಿದ್ಯುತ್ ವ್ಯತ್ಯಯ xyxy=(780,1404,920,1434)
story1-col4: ಅಧಿಕಾರಿಗಳ ಕಾಲಕಳೆಯುತ್ತಿದ್ದಾರೆ. ಯಾವ ಮಂತ್ರಿ, ಅಧಿಕಾರಿಯೂ ರೈತರ ಕಥೆ ಮಾತು ಕಷ್ಟ ಕೇಳಿ ಪರಿಹಾರ ನೀಡಿಲ್ಲ. ಹಲ್ಲಗಳಿಗೆ ಹೋಗಿ ರೈತರ ಪರಿಸ್ಥಿತಿ ನೋಡುತ್ತಿಲ್ಲ ಎಂದು ಆರೋಪಿಸಿದರು. ರಾಗಿಗೊಬ್ಬರಂತೆ ಮಿಲ್ಲಾರಿ ಬೆಲೆಯಲ್ಲಿ ಮಾರಾಟ ಮಾಡಲಾಗುತ್ತಿದೆ. ಈ ಅನ್ಯಾಯ ಕೇಳುವವರಿಲ್ಲ. ಗೊಬ್ಬರದ ಅಂಗಡಿಗಳ ದರಪಟ್ಟಿ ಪ್ರದರ್ಶನ ಮಾಡಿಲ್ಲ. ಹಾಲು ಉತ್ಪಾದಕರಿಗೆ ಕೊಡಬೇಕಾಗಿರುವ 650 ಕೋಟಿ ರೂ. ಹಾಲಿನ ಪ್ರೋತ್ಸಾಹಧನವನ್ನು ಸರ್ಕಾರ ಬಾಕಿ ಉಳಿಸಿಕೊಂಡಿದೆ. ಯಡಿಯೂರಪ್ಪ ಸರ್ಕಾರದಲ್ಲಿ 25 xyxy=(756,504,978,734)
aids-awareness-photo xyxy=(1051,847,1497,1027)
tender-banner: 2 ನೇ ಸಂಕ್ಷಿಪ್ತ ಟೆಂಡರ್ ಪ್ರಕಟಣೆ (ಇ–ಪ್ರೊಕ್ಯೂರ್‌ಮೆಂಟ್ ಮೂಲಕ) xyxy=(1114,1956,1496,1981)
story8-col1: ತುಮಕೂರು: ಕರ್ನಾಟಕ ಇನ್ಸ್ಟಿಟ್ಯೂಟ್ ಆಫ್ ಕೋ-ಆಪರೇಟಿವ್ ಮ್ಯಾನೇಜ್‌ಮೆಂಟ್ ತರಬೇತಿ ಸಂಸ್ಥೆಯಲ್ಲಿ 2026ರ ಜನವರಿ 10ರಿಂದ ಪ್ರಾರಂಭವಾಗುವ ಡಿಪ್ಲೊಮಾ ಇನ್ ಕೋ-ಆಪರೇಟಿವ್ ಮ್ಯಾನೇಜ್‌ಮೆಂಟ್ ರೆಗ್ಯುಲರ್ ಮತ್ತು ದೂರ ಶಿಕ್ಷಣ ಕೋರ್ಸ್‌ಗಳಿಗೆ ಅರ್ಜಿ ಆಹ್ವಾನಿಸಲಾಗಿದೆ. ತರಬೇತಿ ಪಡೆಯಲು ಆಸಕ್ತಿ ಹೊಂದಿರುವ ಅಭ್ಯರ್ಥಿಗಳು ಡಿಸೆಂಬರ್ 15ರೊಳಗೆ ಅರ್ಜಿ ಸಲ್ಲಿಸಬಹುದು. ತರಬೇತಿ ಪಡೆಯಲು ಕನಿಷ್ಠ ವಿದ್ಯಾರ್ಹತೆ ಪಿಯುಸಿ ಉತ್ತೀರ್ಣರಾಗಿರಬೇಕು. ಪಿಯುಸಿ ಕೀಳಿಲ್ಲಿ ವಿದ್ಯಾರ್ಹತೆ ಹೊಂದಿದ ಅಭ್ಯರ್ಥಿಗಳೂ ಸಹ ಅರ್ಜಿಯನ್ನು ಸಲ್ಲಿಸಬಹುದು. ಸಹಕಾರ ಕ್ಷೇತ್ರದ ನೌಕರರು, ಸಹಕಾರ ಕ್ಷೇತ್ರದ ನೌಕರರು ನೇಮಕಾತಿ ಪರೀಕ್ಷೆಗಳಿಗೆ ಅನುಕೂಲವಾಗಲಿದೆ. ತರಬೇತಿ ಪಡೆದವರು ಪ್ರಮಾಣ ಪತ್ರ ಪಡೆಯಲಿದ್ದಾರೆ. ಹೆಚ್ಚಿನ ಮಾಹಿತಿಗಾಗಿ ಪ್ರಾಂಶುಪಾಲರು, ಕರ್ನಾಟಕ ಇನ್ಸ್ಟಿಟ್ಯೂಟ್ ಆಫ್ ಕೋ-ಆಪರೇಟಿವ್ ಮ್ಯಾನೇಜ್‌ಮೆಂಟ್, ನಂಬರ್ 1/2, ಎರಡನೇ ಮಹಡಿ, 3ನೇ ಮುಖ್ಯರಸ್ತೆ, ಚಾಮರಾಜಪೇಟೆ, ಬೆಂಗಳೂರು–18 ಕಚೇರಿಯಿಂದ ಪಡೆಯಬಹುದಾಗಿದೆ. ದೂ: 9449007661 ಸಂಪರ್ಕಿಸಿ. xyxy=(759,1974,1105,2269)
story2-caption: ವಾಲ್ಮೀಕಿ ವಿಶ್ವವಿದ್ಯಾಲಯ ಹಾಗೂ ಬೆಂಗಳೂರು ನಗರ ವಿಶ್ವವಿದ್ಯಾಲಯಕ್ಕೆ ಡಾ. ಮನಮೋಹನ್ ಸಿಂಗ್ ವಿಶ್ವವಿದ್ಯಾಲಯ ಎಂದು ಮರುನಾಮಕರಣ ಮಾಡುವ ಸಂದರ್ಭದಲ್ಲಿ ಸದನದಲ್ಲಿ ತುಮಕೂರು ಗ್ರಾಮೀಣ ವಿಧಾನಸಭಾ ಕ್ಷೇತ್ರದ ಶಾಸಕರಾದ ಶ್ರೀ ಸುರೇಶ್‌ಗೌಡ ರವರು ಡಾ.ಶಿವಕುಮಾರಸ್ವಾಮೀಜಿಗಳ ಹೆಸರನ್ನು xyxy=(275,1034,515,1155)
nss-camp-caption: ತುಮಕೂರಿನ ಎಂಪ್ರೆಸ್ ಬಾಲಕಿಯರ ಸರ್ಕಾರಿ ಪದವಿ ಪೂರ್ವ ಕಾಲೇಜಿನ ವಿದ್ಯಾರ್ಥಿನಿಯರಿಂದ ರಾಷ್ಟ್ರೀಯ ಸೇವಾ ಯೋಜನೆ ವಾರ್ಷಿಕ ವಿಶೇಷ ಶಿಬಿರವನ್ನು ಕೆಸರುಮಡು ಗ್ರಾಮ ಪಂಚಾಯಿತಿಯ ಬೊಮ್ಮನಹಳ್ಳಿಯಲ್ಲಿ ಕೆಸರುಮಡು ಗ್ರಾಪಂ. ಅಧ್ಯಕ್ಷ ಅನಂತಶೀಲ್ ಎ. ರವರು ಉದ್ಘಾಟಿಸಿದರು. ಬೊಮ್ಮನಹಳ್ಳಿ ಮತ್ತು ದೇವಾಲಯದ ಅಧ್ಯಕ್ಷರಾದ ಸಿದ್ದಪ್ಪ ಗೌಡ ಅಧ್ಯಕ್ಷತೆ ವಹಿಸಿದ್ದರು. ಕಾಲೇಜಿನ ಪ್ರಾಂಶುಪಾಲರಾದ ಅನ್ನಪೂರ್ಣ ಜಿ.ಎಂ. ರವರು ಶಿಬಿರಾರ್ಥಿಗಳಿಗೆ ರಾಷ್ಟ್ರೀಯ ಸೇವಾ ಯೋಜನೆಯ ಪ್ರತಿಜ್ಞಾವಿಧಿ ಬೋಧಿಸಿದರು. ಶಿಬಿರಾಧಿಕಾರಿ ಡಾ. ಎ. ಪಿ. ನರಸಿಂಹಮೂರ್ತಿ, ಡಾ. ನಾಗವೇಣಿ ಎ. ಎಂ.ರಮೇಶ್ ಉಪನ್ಯಾಸಕರಾದ ಕೆ. ಕೃಷ್ಣಪ್ಪ, ಡಾ. ನಾಗೇಂದ್ರ ಕುಮಾರ್, ಲೀಲಾವತಿ ಎಚ್. ಮುಂತಾದವರು ಹಾಜರಿದ್ದರು. xyxy=(951,1721,1497,1843)
story4-col2: ಒದಗಿಸಿಕೊಡಲು ಬದ್ಧ. ಅವುಗಳನ್ನು ಸದ್ಬಳಕೆ ಮಾಡಿಕೊಂಡು ಶೈಕ್ಷಣಿಕವಾಗಿ ಸಾಧನೆ ಮಾಡಿ ಕಾಲೇಜಿಗೆ, ಊರಿಗೆ, ಹೆತ್ತವರಿಗೆ ಕೀರ್ತಿ ತರಬೇಕು. ವಿದ್ಯೆಯ ಜೊತೆಗೆ ನಮ್ಮ ಸಂಸ್ಕೃತಿ, ಆಚಾರವಿಚಾರ, ಹಿರಿಯರನ್ನು ಗೌರವಿಸುವ, ದೇಶಪ್ರೇಮದ ಮನೋಭಾವ ಬೆಳೆಸಿಕೊಂಡು ಆದರ್ಶ ಪ್ರಜೆಗಳಾಗಿ ಬಾಳಬೇಕು ಎಂದು ಸುರೇಶ್‌ಗೌಡರು ಹೇಳಿದರು. ಕಾಲೇಜಿನ ಪ್ರಾಚಾರ್ಯ ಪ್ರೊ.ಡಿ.ಕೃಷ್ಣ, ಜಾನಪದ ಗಾಯಕ ಶಿಕುಮಾರ್ ಹಾಗೂ ಕಾಲೇಜು ಬೋಧಕರು, ಸಿಬ್ಬಂದಿ ಹಾಜರಿದ್ದರು. xyxy=(275,1477,500,1686)
story7-headline: ಭಾರತ ದೇಶವನ್ನು ಹೊಡೆಯಲು ಯಾರಿಂದಲೂ ಸಾಧ್ಯವಿಲ್ಲ : ಡಾ.ಶ್ರೀಧರ್ xyxy=(11,1724,873,1767)
university-photo xyxy=(275,847,523,1027)
story7-col3: ಒಳ್ಳೆಯದು ಎಂಬುದು ಜನರಿಗೆ ಗೊತ್ತಾಗಿದೆ. ಬೇರೆ ದೇಶಗಳಲ್ಲಿ ವಿಚಾರ ಅವತಾರಗಳಲ್ಲಿ ಮೊದಲು ರಾಕ್ಷಸರು ಬಂದು ತದನಂತರ ದೇವರು ಬರುತ್ತಾರೆ ಎಂದರು. ಧರ್ಮಸ್ಥಳ ಗ್ರಾಮಾಭಿವೃದ್ಧಿ ಯೋಜನೆ ಯಿಂದ ಹಲವಾರು ಕಾರ್ಯಕ್ರಮಗಳು ಸಂಘದಿಂದ ಮಾಡುವುದರಿಂದ ನಿರೂಪಣೆ ಯೋಜನೆಗಳು ಸಹಕಾರಿಯಾಗಿವೆ. ಸರ್ಕಾರದ ಯೋಜನೆಗಳಲ್ಲಿ ಜನರು ಫಲಾನುಭವಿಗಳು ಆದರೆ ಗ್ರಾಮಾಭಿವೃದ್ಧಿ ಯೋಜನೆಯಲ್ಲಿ ಎಲ್ಲರೂ ಸಹ ಫಲಾನುಭವಿಗಳು ಆಗುತ್ತಾರೆ ಎಂದರು. xyxy=(509,2053,749,2241)
tender-ref: ಕ್ರಮಸಂಖ್ಯೆ:ಕಾಮಾಸ/ಕ/165/2025-26 xyxy=(1122,1932,1330,1950)
tagline: ಕನ್ನಡ ದಿನಪತ್ರಿಕೆ xyxy=(99,9,182,28)
